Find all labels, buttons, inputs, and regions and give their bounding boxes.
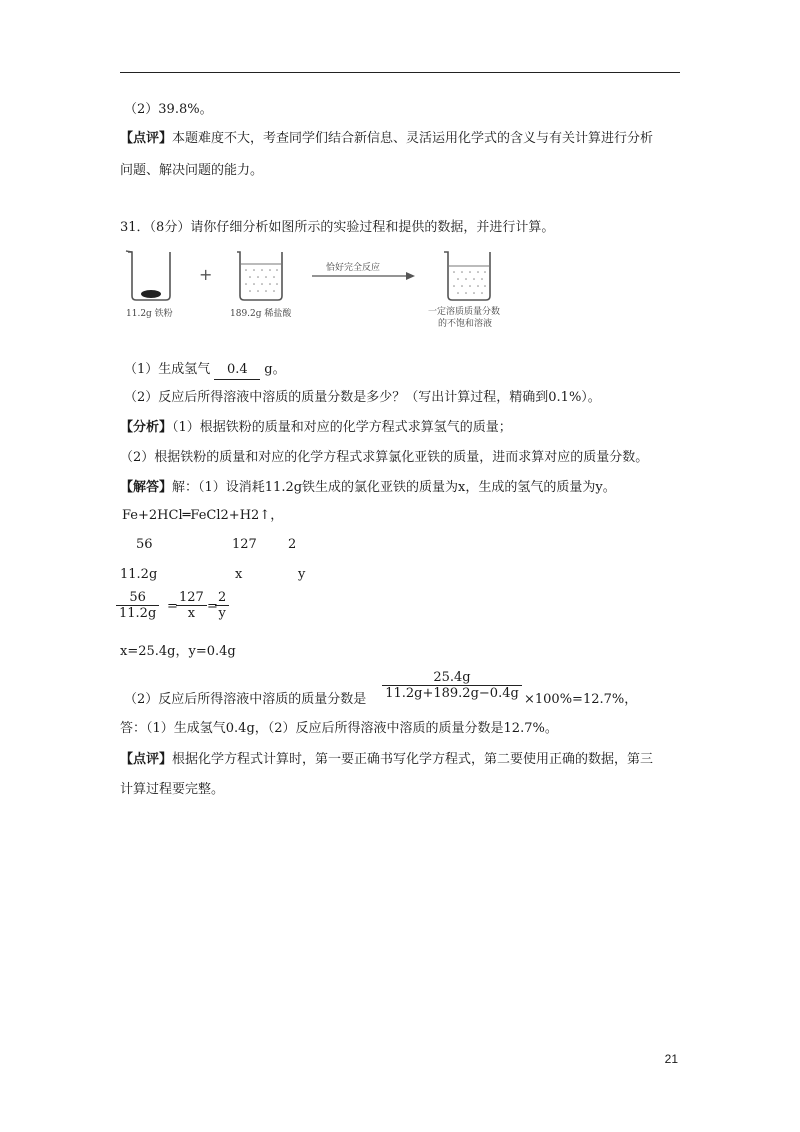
sub1-prefix: （1）生成氢气	[124, 362, 211, 377]
answer-blank: 0.4	[214, 361, 260, 380]
fraction-3-numerator: 2	[218, 590, 227, 605]
mass-fraction	[382, 670, 522, 701]
final-answer: 答：（1）生成氢气0.4g，（2）反应后所得溶液中溶质的质量分数是12.7%。	[120, 721, 558, 736]
analysis-tag: 【分析】	[120, 420, 173, 435]
solution-line-1	[120, 479, 616, 497]
prev-review-line-1	[120, 130, 653, 148]
arrow-head	[406, 272, 415, 280]
solution-dots	[453, 271, 486, 294]
sub1-suffix: g。	[264, 362, 286, 377]
plus-sign: +	[199, 265, 213, 284]
fraction-3	[215, 590, 229, 621]
fraction-2	[176, 590, 207, 621]
part-2-prefix: （2）反应后所得溶液中溶质的质量分数是	[124, 692, 367, 707]
unknown-y: y	[298, 567, 306, 582]
experiment-figure	[120, 246, 540, 332]
review-tag: 【点评】	[120, 131, 173, 146]
fraction-1	[116, 590, 159, 621]
molar-mass-fecl2: 127	[232, 537, 257, 552]
solved-values: x=25.4g，y=0.4g	[120, 644, 236, 659]
analysis-line-1	[120, 419, 512, 437]
page-number: 21	[664, 1052, 678, 1066]
arrow-label: 恰好完全反应	[326, 263, 381, 273]
fraction-1-denominator: 11.2g	[116, 605, 159, 621]
part-2-result: ×100%=12.7%，	[524, 692, 638, 707]
review-line-2: 计算过程要完整。	[120, 782, 225, 797]
iron-powder	[141, 290, 161, 298]
fraction-2-denominator: x	[176, 605, 207, 621]
review-text: 本题难度不大，考查同学们结合新信息、灵活运用化学式的含义与有关计算进行分析	[172, 131, 654, 146]
mass-fraction-numerator: 25.4g	[433, 670, 471, 685]
equals-sign-2: =	[207, 599, 218, 614]
beaker-3-label-line-1: 一定溶质质量分数	[428, 307, 501, 317]
mass-fraction-denominator: 11.2g+189.2g−0.4g	[382, 685, 522, 701]
solution-tag: 【解答】	[120, 480, 173, 495]
acid-dots	[245, 269, 278, 292]
beaker-3-label-line-2: 的不饱和溶液	[438, 319, 493, 329]
fraction-3-denominator: y	[215, 605, 229, 621]
unknown-x: x	[235, 567, 243, 582]
review-line-1	[120, 751, 653, 769]
sub-question-2: （2）反应后所得溶液中溶质的质量分数是多少？（写出计算过程，精确到0.1%）。	[124, 390, 601, 405]
beaker-2-label: 189.2g 稀盐酸	[230, 309, 292, 319]
known-mass-fe: 11.2g	[120, 567, 158, 582]
review-text-2: 根据化学方程式计算时，第一要正确书写化学方程式，第二要使用正确的数据，第三	[172, 752, 654, 767]
analysis-text-1: （1）根据铁粉的质量和对应的化学方程式求算氢气的质量；	[172, 420, 512, 435]
molar-mass-fe: 56	[136, 537, 153, 552]
beaker-2	[237, 252, 282, 300]
beaker-1-lip	[126, 251, 132, 252]
solution-text-1: 解：（1）设消耗11.2g铁生成的氯化亚铁的质量为x，生成的氢气的质量为y。	[172, 480, 616, 495]
question-31-title: 31．（8分）请你仔细分析如图所示的实验过程和提供的数据，并进行计算。	[120, 220, 555, 235]
prev-answer-2: （2）39.8%。	[124, 102, 213, 117]
molar-mass-h2: 2	[288, 537, 297, 552]
beaker-3	[444, 252, 490, 300]
chemical-equation: Fe+2HCl═FeCl2+H2↑，	[122, 508, 284, 523]
analysis-line-2: （2）根据铁粉的质量和对应的化学方程式求算氯化亚铁的质量，进而求算对应的质量分数。	[120, 450, 649, 465]
sub-question-1	[124, 361, 286, 380]
review-tag-2: 【点评】	[120, 752, 173, 767]
fraction-2-numerator: 127	[179, 590, 204, 605]
equals-sign-1: =	[167, 599, 178, 614]
fraction-1-numerator: 56	[129, 590, 146, 605]
header-rule	[120, 72, 680, 73]
prev-review-line-2: 问题、解决问题的能力。	[120, 163, 264, 178]
beaker-1-label: 11.2g 铁粉	[126, 309, 173, 319]
